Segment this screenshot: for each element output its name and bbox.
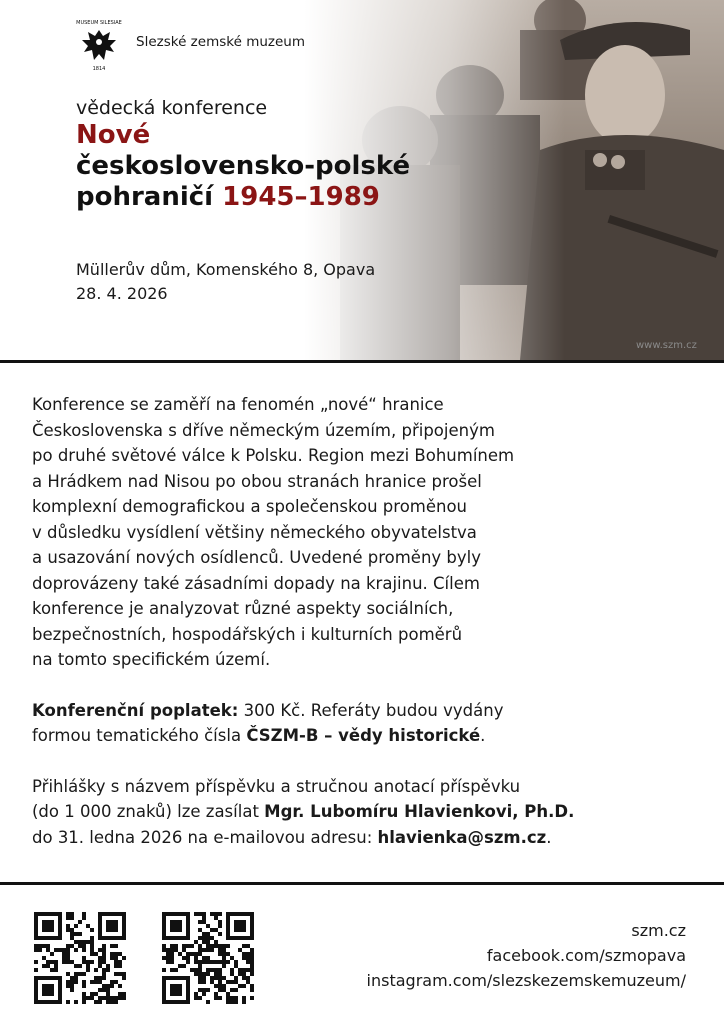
fee-line-2 [32,723,700,749]
title-line-2: československo-polské [76,151,411,181]
title-years: 1945–1989 [222,182,380,212]
divider-bottom [0,882,724,885]
qr-code-icon[interactable] [162,912,254,1004]
venue-address: Müllerův dům, Komenského 8, Opava [76,260,376,279]
fee-text: 300 Kč. Referáty budou vydány [238,700,504,720]
description-line: po druhé světové válce k Polsku. Region mezi Bohumínem [32,446,515,465]
fee-label: Konferenční poplatek: [32,700,239,720]
venue-block [76,258,375,306]
footer-links [367,918,686,993]
fee-line-2-prefix: formou tematického čísla [32,726,247,745]
contact-email[interactable]: hlavienka@szm.cz [377,827,547,847]
museum-eagle-logo [72,16,126,72]
description-line: na tomto specifickém území. [32,650,271,669]
description-line: Konference se zaměří na fenomén „nové“ hranice [32,395,444,414]
title-line-3 [76,182,496,213]
museum-name: Slezské zemské muzeum [136,34,305,50]
header-banner [0,0,724,360]
title-line-1: Nové [76,120,151,150]
photo-watermark: www.szm.cz [636,340,697,351]
conference-description [32,392,700,875]
description-line: v důsledku vysídlení většiny německého obyvatelstva [32,522,477,542]
description-line: doprovázeny také zásadními dopady na krajinu. Cílem [32,573,480,593]
conference-kicker: vědecká konference [76,97,268,119]
description-line: Československa s dříve německým územím, připojeným [32,420,495,440]
apply-line-1: Přihlášky s názvem příspěvku a stručnou anotací příspěvku [32,776,521,796]
logo-year: 1814 [92,66,106,72]
description-line: a usazování nových osídlenců. Uvedené proměny byly [32,548,481,567]
description-line: a Hrádkem nad Nisou po obou stranách hranice prošel [32,471,482,491]
divider-top [0,360,724,363]
application-paragraph [32,774,700,851]
fee-paragraph [32,698,700,749]
description-paragraph [32,392,700,673]
apply-line-2 [32,799,700,825]
description-line: konference je analyzovat různé aspekty sociálních, [32,599,454,618]
fee-line-2-suffix: . [480,726,486,745]
website-link[interactable]: szm.cz [631,921,686,940]
journal-name: ČSZM-B – vědy historické [246,726,481,745]
apply-line-2-prefix: (do 1 000 znaků) lze zasílat [32,802,265,821]
apply-line-3 [32,825,700,851]
description-line: bezpečnostních, hospodářských i kulturních poměrů [32,624,463,644]
qr-code-icon[interactable] [34,912,126,1004]
description-line: komplexní demografickou a společenskou proměnou [32,497,468,516]
conference-title [76,120,496,213]
fee-line-1 [32,698,700,724]
event-date: 28. 4. 2026 [76,284,168,303]
contact-person: Mgr. Lubomíru Hlavienkovi, Ph.D. [264,802,575,821]
title-line-3-main: pohraničí [76,182,223,212]
instagram-link[interactable]: instagram.com/slezskezemskemuzeum/ [366,971,686,990]
facebook-link[interactable]: facebook.com/szmopava [486,946,686,965]
apply-line-3-prefix: do 31. ledna 2026 na e-mailovou adresu: [32,827,378,847]
apply-line-3-suffix: . [546,827,552,847]
logo-text-top: MUSEUM SILESIAE [76,20,122,26]
